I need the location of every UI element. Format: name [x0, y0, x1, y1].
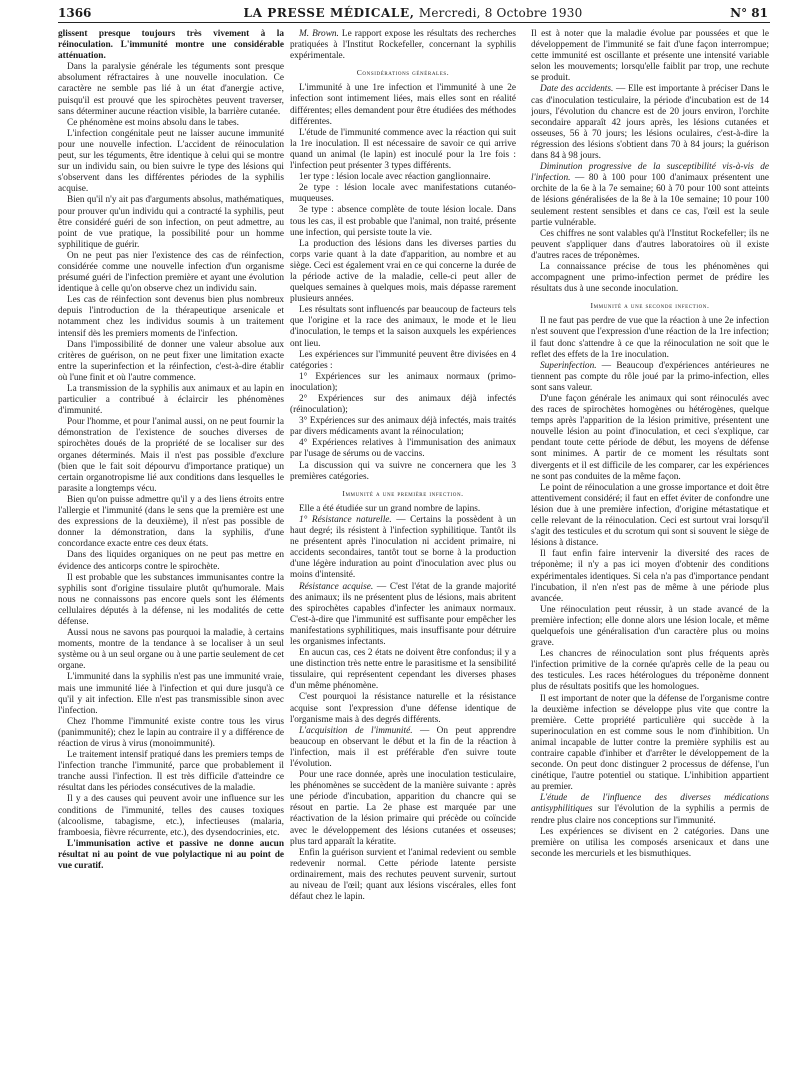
paragraph: Dans l'impossibilité de donner une valeur absolue aux critères de guérison, on ne peut fixer une limitation exacte entre la superinfection et la réinfection, c'est-à-dire établir où l'une finit et où l'autre commence.	[58, 339, 284, 383]
paragraph: Une réinoculation peut réussir, à un stade avancé de la première infection; elle donne alors une lésion locale, et même quelquefois une généralisation d'un caractère plus ou moins grave.	[531, 604, 769, 649]
subsection-label: L'étude de l'influence des diverses médications antisyphilitiques	[531, 793, 769, 815]
paragraph: glissent presque toujours très vivement à la réinoculation. L'immunité montre une considérable atténuation.	[58, 29, 284, 62]
paragraph: Il y a des causes qui peuvent avoir une influence sur les conditions de l'immunité, telles des causes toxiques (alcoolisme, tabagisme, etc.), infectieuses (malaria, framboesia, fièvre récurrente, etc.), des dysendocrinies, etc.	[58, 794, 284, 838]
paragraph: Il faut enfin faire intervenir la diversité des races de tréponème; il n'y a pas ici moyen d'obtenir des conditions expérimentales identiques. Si cela n'a pas d'importance pendant l'incubation, il n'en n'est pas de même à une période plus avancée.	[531, 549, 769, 604]
paragraph-text: — C'est l'état de la grande majorité des animaux; ils ne présentent plus de lésions, mais abritent des spirochètes capables d'infecter les animaux normaux. C'est-à-dire que l'immunité est suffisante pour empêcher les manifestations syphilitiques, mais insuffisante pour détruire les organismes infectants.	[290, 581, 516, 647]
paragraph: Ce phénomène est moins absolu dans le tabes.	[67, 117, 239, 128]
issue-number: N° 81	[730, 6, 768, 20]
paragraph	[290, 29, 516, 62]
subsection-label: 1° Résistance naturelle.	[299, 514, 392, 525]
column-right	[531, 29, 769, 1075]
paragraph: Dans la paralysie générale les téguments sont presque absolument réfractaires à une nouvelle inoculation. Ce caractère ne semble pas lié à un état d'anergie active, puisqu'il est prouvé que les spirochètes peuvent traverser, sans déterminer aucune réaction visible, la barrière cutanée.	[58, 62, 284, 117]
paragraph: Les cas de réinfection sont devenus bien plus nombreux depuis l'introduction de la thérapeutique arsenicale et notamment chez les individus soumis à un traitement intensif dès les premiers moments de l'infection.	[58, 295, 284, 339]
list-item: 3° Expériences sur des animaux déjà infectés, mais traités par divers médicaments avant la réinoculation;	[290, 416, 516, 438]
list-item: 1° Expériences sur les animaux normaux (primo-inoculation);	[290, 371, 516, 393]
paragraph: Il ne faut pas perdre de vue que la réaction à une 2e infection n'est souvent que l'expression d'une réaction de la 1re infection; il faut donc s'attendre à ce que la réinoculation ne soit que le reflet des effets de la 1re inoculation.	[531, 316, 769, 360]
section-heading: Immunité a une seconde infection.	[590, 301, 710, 311]
issue-date: Mercredi, 8 Octobre 1930	[418, 6, 583, 20]
subsection-label: L'acquisition de l'immunité.	[299, 725, 413, 736]
column-middle	[290, 29, 516, 1075]
paragraph: 1er type : lésion locale avec réaction ganglionnaire.	[299, 172, 491, 183]
paragraph: En aucun cas, ces 2 états ne doivent être confondus; il y a une distinction très nette entre le parasitisme et la sensibilité tissulaire, qui représentent cependant les diverses phases d'un même phénomène.	[290, 648, 516, 692]
paragraph	[531, 361, 769, 394]
paragraph: La production des lésions dans les diverses parties du corps varie quant à la date d'apparition, au nombre et au siège. Ceci est également vrai en ce qui concerne la durée de la période active de la maladie, celle-ci peut aller de quelques semaines à quelques mois, mais dépasse rarement plusieurs années.	[290, 238, 516, 305]
author-name: M. Brown.	[299, 29, 339, 39]
page-number: 1366	[58, 6, 92, 20]
paragraph	[531, 84, 769, 162]
paragraph: Dans des liquides organiques on ne peut pas mettre en évidence des anticorps contre le spirochète.	[58, 550, 284, 572]
paragraph: 3e type : absence complète de toute lésion locale. Dans tous les cas, il est probable que l'animal, non traité, présente une infection, qui persiste toute la vie.	[290, 205, 516, 238]
paragraph: Aussi nous ne savons pas pourquoi la maladie, à certains moments, montre de la tendance à se localiser à un seul système ou à un seul organe ou à une partie seulement de cet organe.	[58, 628, 284, 672]
list-item: 4° Expériences relatives à l'immunisation des animaux par l'usage de sérums ou de vaccins.	[290, 438, 516, 460]
paragraph-text: — Certains la possèdent à un haut degré; ils résistent à l'infection syphilitique. Tantôt ils ne présentent après l'inoculation ni accident primaire, ni accidents secondaires, tantôt tout se borne à la production d'une légère induration au point d'inoculation avec plus ou moins d'intensité.	[290, 514, 516, 581]
paragraph: Les résultats sont influencés par beaucoup de facteurs tels que l'origine et la race des animaux, le mode et le lieu d'inoculation, le temps et la saison auxquels les expériences ont lieu.	[290, 305, 516, 349]
paragraph-text: — Beaucoup d'expériences antérieures ne tiennent pas compte du rôle joué par la primo-infection, elles sont sans valeur.	[531, 360, 769, 393]
paragraph: Le point de réinoculation a une grosse importance et doit être attentivement considéré; il faut en effet éviter de confondre une lésion due à une première infection, d'origine métastatique et celle relevant de la réinoculation. Ceci est surtout vrai lorsqu'il s'agit des testicules et du scrotum qui sont si souvent le siège de lésions à distance.	[531, 482, 769, 549]
paragraph: D'une façon générale les animaux qui sont réinoculés avec des races de spirochètes homogènes ou hétérogènes, quelque temps après l'apparition de la lésion primitive, présentent une nouvelle lésion au point d'inoculation, et ceci s'explique, car pendant toute cette période de début, les moyens de défense sont minimes. A partir de ce moment les résultats sont divergents et il est difficile de les comparer, car les expériences ne sont pas conduites de la même façon.	[531, 394, 769, 482]
paragraph-text: — On peut apprendre beaucoup en observant le début et la fin de la réaction à l'infection, mais il est préférable d'en suivre toute l'évolution.	[290, 725, 516, 769]
paragraph: Le traitement intensif pratiqué dans les premiers temps de l'infection tranche l'immunité, parce que probablement il tranche aussi l'infection. Il est très difficile d'atteindre ce résultat dans les périodes consécutives de la maladie.	[58, 750, 284, 794]
paragraph: L'immunité dans la syphilis n'est pas une immunité vraie, mais une immunité liée à l'infection et qui dure jusqu'à ce qu'il y ait infection. Elle n'est pas transmissible sinon avec l'infection.	[58, 672, 284, 716]
paragraph	[290, 515, 516, 582]
paragraph: Chez l'homme l'immunité existe contre tous les virus (panimmunité); chez le lapin au contraire il y a différence de réaction de virus à virus (monoimmunité).	[58, 716, 284, 749]
paragraph: Il est probable que les substances immunisantes contre la syphilis sont d'origine tissulaire plutôt qu'humorale. Mais nous ne connaissons pas encore quels sont les éléments cellulaires députés à la défense, ni les modalités de cette défense.	[58, 572, 284, 627]
header-title	[58, 6, 768, 20]
paragraph: 2e type : lésion locale avec manifestations cutanéo-muqueuses.	[290, 183, 516, 205]
paragraph: Enfin la guérison survient et l'animal redevient ou semble redevenir normal. Cette période latente persiste ordinairement, mais des rechutes peuvent survenir, surtout au niveau de l'œil; quant aux lésions viscérales, elles font défaut chez le lapin.	[290, 847, 516, 903]
paragraph: L'étude de l'immunité commence avec la réaction qui suit la 1re inoculation. Il est nécessaire de savoir ce qui arrive quand un animal (le lapin) est inoculé pour la 1re fois : l'infection peut présenter 3 types différents.	[290, 127, 516, 172]
subsection-label: Résistance acquise.	[299, 581, 374, 592]
paragraph-text: sur l'évolution de la syphilis a permis de rendre plus claire nos conceptions sur l'immunité.	[531, 804, 769, 826]
column-left	[58, 29, 284, 1075]
paragraph: C'est pourquoi la résistance naturelle et la résistance acquise sont l'expression d'une défense identique de l'organisme mais à des degrés différents.	[290, 692, 516, 725]
section-heading: Immunité a une première infection.	[342, 488, 464, 498]
paragraph: La discussion qui va suivre ne concernera que les 3 premières catégories.	[290, 460, 516, 482]
subsection-label: Diminution progressive de la susceptibilité vis-à-vis de l'infection.	[531, 162, 769, 184]
paragraph: L'infection congénitale peut ne laisser aucune immunité pour une nouvelle infection. L'accident de réinoculation peut, sur les téguments, être identique à celui qui se montre sur un individu sain, ou bien suivre le type des lésions qui s'observent dans les différentes périodes de la syphilis acquise.	[58, 128, 284, 195]
header-rule	[58, 22, 770, 23]
paragraph-text: — 80 à 100 pour 100 d'animaux présentent une orchite de la 6e à la 7e semaine; 60 à 70 pour 100 sont atteints de lésions généralisées de la 8e à la 10e semaine; 10 pour 100 seulement restent sensibles et dans ce cas, l'œil est la seule partie vulnérable.	[531, 173, 769, 228]
section-heading: Considérations générales.	[356, 68, 450, 78]
paragraph	[531, 162, 769, 229]
paragraph: Il est important de noter que la défense de l'organisme contre la deuxième infection se développe plus vite que contre la première. Cette propriété particulière qui succède à la superinoculation en est comme sous le nom d'inhibition. Un animal incapable de lutter contre la première syphilis est au contraire capable d'inhiber et d'arrêter le développement de la seconde. On peut donc distinguer 2 processus de défense, l'un cinétique, l'autre potentiel ou statique. L'inhibition appartient au premier.	[531, 693, 769, 793]
paragraph: Ces chiffres ne sont valables qu'à l'Institut Rockefeller; ils ne peuvent s'appliquer dans d'autres laboratoires où il existe d'autres races de tréponèmes.	[531, 228, 769, 261]
paragraph-text: — Elle est importante à préciser Dans le cas d'inoculation testiculaire, la période d'incubation est de 14 jours, l'évolution du chancre est de 20 jours environ, l'orchite secondaire apparaît 42 jours après, les lésions cutanées et osseuses, 56 à 70 jours; les lésions oculaires, c'est-à-dire la régression des lésions s'obtient dans 70 à 84 jours; la guérison dans 84 à 98 jours.	[531, 84, 769, 162]
paragraph: Les expériences sur l'immunité peuvent être divisées en 4 catégories :	[290, 349, 516, 371]
paragraph: Les expériences se divisent en 2 catégories. Dans une première on utilisa les composés arsenicaux et dans une seconde les mercuriels et les bismuthiques.	[531, 826, 769, 859]
masthead: LA PRESSE MÉDICALE,	[243, 6, 415, 20]
paragraph: La transmission de la syphilis aux animaux et au lapin en particulier a contribué à éclaircir les phénomènes d'immunité.	[58, 384, 284, 417]
paragraph: La connaissance précise de tous les phénomènes qui accompagnent une primo-infection permet de prédire les résultats dus à une seconde inoculation.	[531, 261, 769, 295]
paragraph: On ne peut pas nier l'existence des cas de réinfection, considérée comme une nouvelle infection d'un organisme présumé guéri de l'infection première et ayant une évolution identique à celle qu'on observe chez un individu sain.	[58, 250, 284, 295]
paragraph	[531, 793, 769, 826]
paragraph: Elle a été étudiée sur un grand nombre de lapins.	[299, 503, 481, 514]
paragraph: Pour l'homme, et pour l'animal aussi, on ne peut fournir la démonstration de l'existence de souches diverses de spirochètes doués de la propriété de se localiser sur des organes déterminés. Mais il n'est pas possible d'exclure (bien que le fait soit dépourvu d'importance pratique) un certain organotropisme lié aux conditions dans lesquelles le parasite a longtemps vécu.	[58, 417, 284, 494]
subsection-label: Date des accidents.	[540, 84, 614, 95]
paragraph: L'immunisation active et passive ne donne aucun résultat ni au point de vue polylactique ni au point de vue curatif.	[58, 838, 284, 872]
paragraph: Les chancres de réinoculation sont plus fréquents après l'infection primitive de la cornée qu'après celle de la peau ou des testicules. Les races hétérologues du tréponème donnent plus de résultats positifs que les homologues.	[531, 649, 769, 693]
paragraph: Pour une race donnée, après une inoculation testiculaire, les phénomènes se succèdent de la manière suivante : après une période d'incubation, apparition du chancre qui se résout en partie. La 2e phase est marquée par une réactivation de la lésion primaire qui précède ou coïncide avec le développement des lésions cutanées et osseuses; plus tard apparaît la kératite.	[290, 770, 516, 847]
paragraph	[290, 726, 516, 770]
paragraph: L'immunité à une 1re infection et l'immunité à une 2e infection sont intimement liées, mais elles sont en réalité différentes; elles demandent pour être étudiées des méthodes différentes.	[290, 83, 516, 127]
paragraph: Bien qu'on puisse admettre qu'il y a des liens étroits entre l'allergie et l'immunité (dans le sens que la première est une des expressions de la deuxième), il n'est pas possible de donner la démonstration, dans la syphilis, d'une concordance exacte entre ces deux états.	[58, 494, 284, 550]
paragraph	[290, 582, 516, 649]
paragraph: Il est à noter que la maladie évolue par poussées et que le développement de l'immunité se fait d'une façon interrompue; cette immunité est oscillante et présente une intensité variable selon les mouvements; lorsqu'elle faiblit par trop, une rechute se produit.	[531, 29, 769, 84]
paragraph: Bien qu'il n'y ait pas d'arguments absolus, mathématiques, pour prouver qu'un individu qui a contracté la syphilis, peut être considéré guéri de son infection, on peut admettre, au point de vue pratique, la possibilité pour un homme syphilitique de guérir.	[58, 195, 284, 250]
subsection-label: Superinfection.	[540, 360, 597, 371]
list-item: 2° Expériences sur des animaux déjà infectés (réinoculation);	[290, 394, 516, 416]
paragraph-text: Le rapport expose les résultats des recherches pratiquées à l'Institut Rockefeller, concernant la syphilis expérimentale.	[290, 29, 516, 62]
